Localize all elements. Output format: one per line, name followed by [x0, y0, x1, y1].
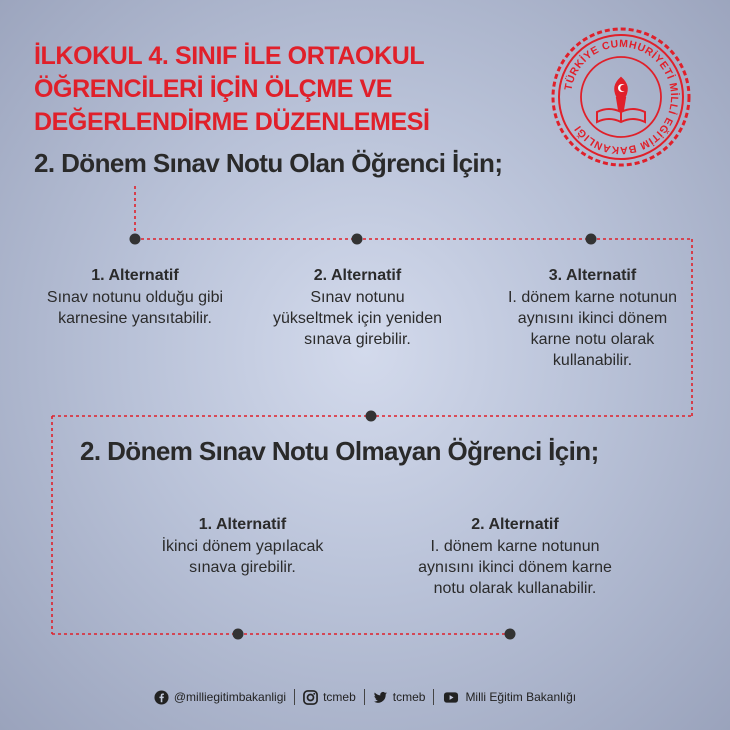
section-1-title: 2. Dönem Sınav Notu Olan Öğrenci İçin;	[34, 148, 503, 178]
youtube-link[interactable]	[434, 690, 584, 705]
instagram-handle: tcmeb	[323, 690, 356, 704]
facebook-icon	[154, 690, 169, 705]
twitter-icon	[373, 690, 388, 705]
section-1-alternative-1	[20, 265, 250, 329]
alt-body-line: yükseltmek için yeniden	[273, 310, 442, 327]
twitter-link[interactable]	[365, 690, 434, 705]
section-2-title: 2. Dönem Sınav Notu Olmayan Öğrenci İçin;	[80, 436, 599, 466]
facebook-handle: @milliegitimbakanligi	[173, 690, 287, 704]
alt-body-line: İkinci dönem yapılacak	[161, 538, 324, 555]
alt-body-line: I. dönem karne notunun	[430, 538, 600, 555]
alt-head: 2. Alternatif	[471, 516, 559, 533]
section-1-alternative-3	[480, 265, 705, 371]
section-2-alternative-2	[395, 514, 635, 599]
alt-head: 3. Alternatif	[548, 267, 637, 284]
facebook-link[interactable]	[146, 690, 294, 705]
twitter-handle: tcmeb	[392, 690, 426, 704]
alt-body-line: I. dönem karne notunun	[507, 289, 677, 306]
alt-body-line: notu olarak kullanabilir.	[433, 580, 597, 597]
title-line-2: ÖĞRENCİLERİ İÇİN ÖLÇME VE	[34, 75, 393, 103]
seal-text: TÜRKİYE CUMHURİYETİ MİLLİ EĞİTİM BAKANLIĞI	[562, 37, 681, 157]
title-line-1: İLKOKUL 4. SINIF İLE ORTAOKUL	[34, 42, 425, 70]
dot-s1-alt3	[586, 234, 597, 245]
dot-s2-alt1	[233, 629, 244, 640]
dot-s1-alt1	[130, 234, 141, 245]
alt-head: 1. Alternatif	[198, 516, 287, 533]
title-line-3: DEĞERLENDİRME DÜZENLEMESİ	[34, 108, 430, 136]
youtube-channel: Milli Eğitim Bakanlığı	[465, 690, 577, 704]
instagram-icon	[303, 690, 318, 705]
alt-body-line: kullanabilir.	[552, 352, 633, 369]
section-2-alternative-1	[130, 514, 355, 578]
alt-head: 1. Alternatif	[91, 267, 179, 284]
alt-head: 2. Alternatif	[313, 267, 402, 284]
dot-s1-alt2	[352, 234, 363, 245]
dot-junction	[366, 411, 377, 422]
social-footer	[0, 686, 730, 708]
alt-body-line: sınava girebilir.	[189, 559, 296, 576]
alt-body-line: aynısını ikinci dönem karne	[418, 559, 612, 576]
alt-body-line: karnesine yansıtabilir.	[58, 310, 212, 327]
dot-s2-alt2	[505, 629, 516, 640]
alt-body-line: Sınav notunu olduğu gibi	[46, 289, 224, 306]
alt-body-line: sınava girebilir.	[304, 331, 411, 348]
alt-body-line: aynısını ikinci dönem	[517, 310, 668, 327]
alt-body-line: karne notu olarak	[530, 331, 655, 348]
section-1-alternative-2	[245, 265, 470, 350]
instagram-link[interactable]	[295, 690, 364, 705]
youtube-icon	[442, 690, 460, 705]
alt-body-line: Sınav notunu	[310, 289, 405, 306]
